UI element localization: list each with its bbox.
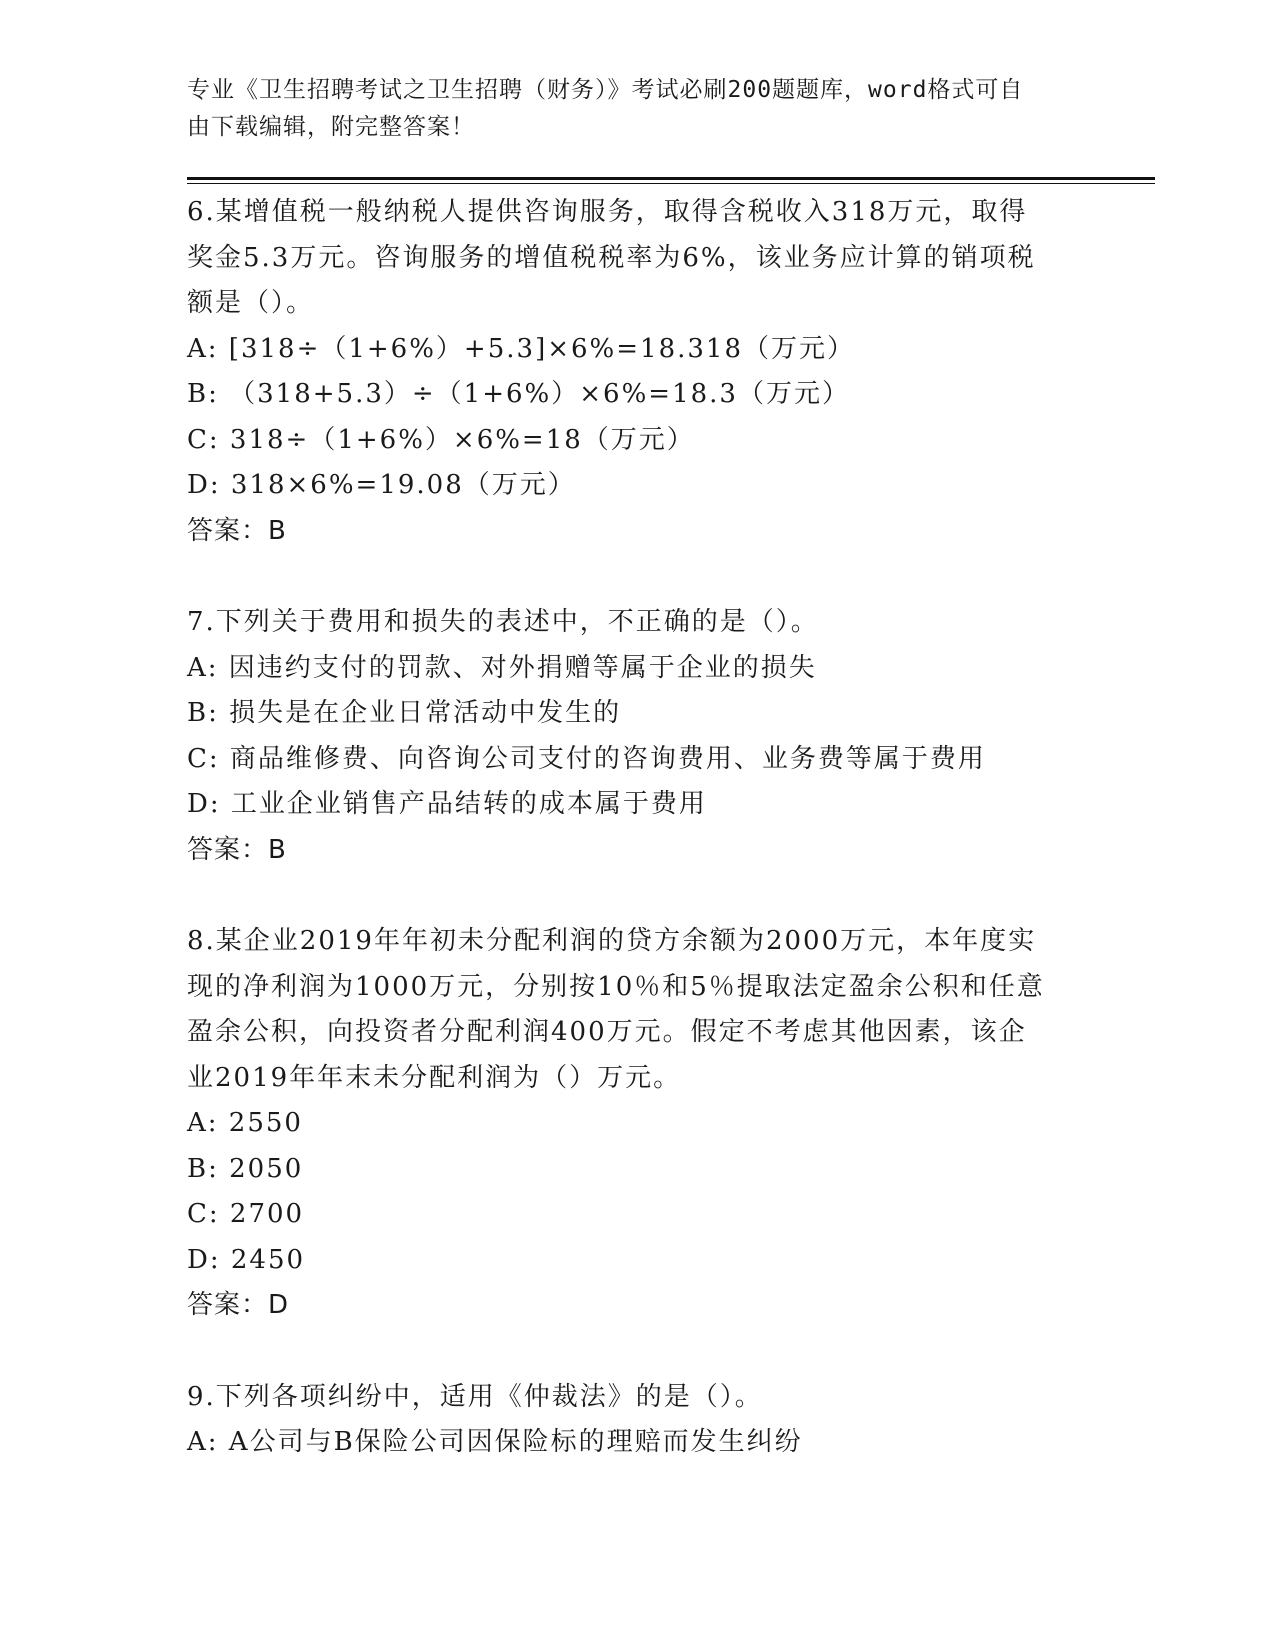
question-stem-line: 9.下列各项纠纷中，适用《仲裁法》的是（）。 <box>187 1381 763 1412</box>
question-8 <box>187 919 1087 1329</box>
question-stem-line: 8.某企业2019年年初未分配利润的贷方余额为2000万元，本年度实 <box>187 926 1037 956</box>
question-stem-line: 奖金5.3万元。咨询服务的增值税税率为6%，该业务应计算的销项税 <box>187 242 1036 273</box>
question-6 <box>187 190 1087 554</box>
option-d: D: 318×6%=19.08（万元） <box>187 470 576 500</box>
option-c: C: 2700 <box>187 1199 305 1229</box>
option-b: B: 损失是在企业日常活动中发生的 <box>187 698 622 728</box>
question-stem-line: 额是（）。 <box>187 288 315 318</box>
question-stem-line: 盈余公积，向投资者分配利润400万元。假定不考虑其他因素，该企 <box>187 1017 1027 1047</box>
question-7 <box>187 600 1087 873</box>
header-divider-thin <box>187 183 1155 184</box>
question-stem-line: 业2019年年末未分配利润为（）万元。 <box>187 1062 682 1093</box>
spacer <box>187 1329 1087 1375</box>
spacer <box>187 554 1087 600</box>
option-a: A: [318÷（1+6%）+5.3]×6%=18.318（万元） <box>187 333 855 364</box>
question-list <box>187 190 1087 1466</box>
question-stem-line: 现的净利润为1000万元，分别按10％和5％提取法定盈余公积和任意 <box>187 971 1045 1002</box>
header-line: 专业《卫生招聘考试之卫生招聘（财务）》考试必刷200题题库，word格式可自 <box>187 77 1024 103</box>
question-9 <box>187 1375 1087 1466</box>
spacer <box>187 873 1087 919</box>
question-stem-line: 7.下列关于费用和损失的表述中，不正确的是（）。 <box>187 607 819 637</box>
document-header <box>187 72 1077 146</box>
answer: 答案：D <box>187 1290 290 1320</box>
answer: 答案：B <box>187 515 287 546</box>
option-d: D: 工业企业销售产品结转的成本属于费用 <box>187 789 707 819</box>
header-divider <box>187 177 1155 180</box>
option-b: B: （318+5.3）÷（1+6%）×6%=18.3（万元） <box>187 379 850 409</box>
question-stem-line: 6.某增值税一般纳税人提供咨询服务，取得含税收入318万元，取得 <box>187 197 1028 227</box>
option-c: C: 商品维修费、向咨询公司支付的咨询费用、业务费等属于费用 <box>187 743 986 774</box>
option-d: D: 2450 <box>187 1244 306 1275</box>
option-b: B: 2050 <box>187 1153 304 1184</box>
option-a: A: 因违约支付的罚款、对外捐赠等属于企业的损失 <box>187 652 817 683</box>
answer: 答案：B <box>187 834 287 865</box>
option-a: A: A公司与B保险公司因保险标的理赔而发生纠纷 <box>187 1427 803 1457</box>
option-c: C: 318÷（1+6%）×6%=18（万元） <box>187 424 695 455</box>
header-line: 由下载编辑，附完整答案！ <box>187 114 475 140</box>
option-a: A: 2550 <box>187 1108 303 1138</box>
